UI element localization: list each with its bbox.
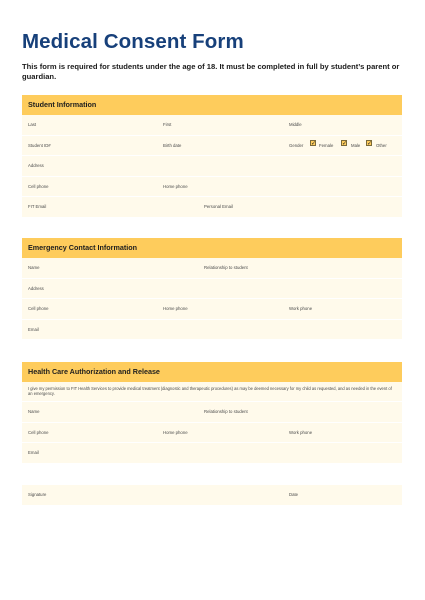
student-address-field[interactable]: Address <box>28 163 44 168</box>
authorization-paragraph: I give my permission to FIT Health Services to provide medical treatment (diagnostic and therapeutic procedures) as may be deemed necessary for my child as requested, and as needed in the event of an emergency. <box>28 386 392 397</box>
authorization-work-phone-field[interactable]: Work phone <box>289 429 313 435</box>
student-information-section <box>22 95 402 218</box>
emergency-relationship-field[interactable]: Relationship to student <box>204 265 248 270</box>
female-checkbox[interactable]: ✓ <box>311 140 317 147</box>
emergency-cell-phone-field[interactable]: Cell phone <box>28 306 49 311</box>
authorization-paragraph-row <box>22 382 402 402</box>
emergency-work-phone-field[interactable]: Work phone <box>289 306 313 311</box>
emergency-name-row <box>22 258 402 279</box>
student-email-row <box>22 197 402 218</box>
student-address-row <box>22 156 402 177</box>
authorization-email-row <box>22 443 402 464</box>
female-option-label: Female <box>319 142 334 148</box>
emergency-name-field[interactable]: Name <box>28 265 40 270</box>
birth-date-field[interactable]: Birth date <box>163 142 182 148</box>
gender-label: Gender <box>289 142 304 148</box>
signature-section <box>22 485 402 506</box>
student-id-row <box>22 136 402 157</box>
emergency-contact-section <box>22 238 402 340</box>
student-cell-phone-field[interactable]: Cell phone <box>28 183 49 189</box>
authorization-home-phone-field[interactable]: Home phone <box>163 429 188 435</box>
student-phone-row <box>22 177 402 198</box>
student-home-phone-field[interactable]: Home phone <box>163 183 188 189</box>
signature-field[interactable]: Signature <box>28 492 47 497</box>
first-name-field[interactable]: First <box>163 122 172 127</box>
fit-email-field[interactable]: FIT Email <box>28 204 47 209</box>
other-checkbox[interactable]: ✓ <box>367 140 373 147</box>
signature-row <box>22 485 402 506</box>
authorization-phone-row <box>22 423 402 444</box>
student-information-header: Student Information <box>22 95 402 115</box>
authorization-email-field[interactable]: Email <box>28 450 39 455</box>
male-option-label: Male <box>351 142 361 148</box>
form-title: Medical Consent Form <box>22 30 244 53</box>
authorization-name-row <box>22 402 402 423</box>
emergency-address-field[interactable]: Address <box>28 285 44 291</box>
emergency-address-row <box>22 279 402 300</box>
form-intro: This form is required for students under the age of 18. It must be completed in full by student’s parent or guardian. <box>22 62 400 81</box>
middle-name-field[interactable]: Middle <box>289 122 302 127</box>
emergency-email-field[interactable]: Email <box>28 326 39 332</box>
emergency-home-phone-field[interactable]: Home phone <box>163 306 188 311</box>
last-name-field[interactable]: Last <box>28 122 37 127</box>
emergency-email-row <box>22 320 402 341</box>
student-name-row <box>22 115 402 136</box>
male-checkbox[interactable]: ✓ <box>342 140 348 147</box>
authorization-relationship-field[interactable]: Relationship to student <box>204 409 248 414</box>
authorization-cell-phone-field[interactable]: Cell phone <box>28 429 49 435</box>
authorization-section <box>22 362 402 464</box>
emergency-contact-header: Emergency Contact Information <box>22 238 402 258</box>
personal-email-field[interactable]: Personal Email <box>204 204 233 209</box>
date-field[interactable]: Date <box>289 492 299 497</box>
emergency-phone-row <box>22 299 402 320</box>
authorization-name-field[interactable]: Name <box>28 409 40 414</box>
student-id-field[interactable]: Student ID# <box>28 142 51 148</box>
other-option-label: Other <box>376 142 387 148</box>
authorization-header: Health Care Authorization and Release <box>22 362 402 382</box>
